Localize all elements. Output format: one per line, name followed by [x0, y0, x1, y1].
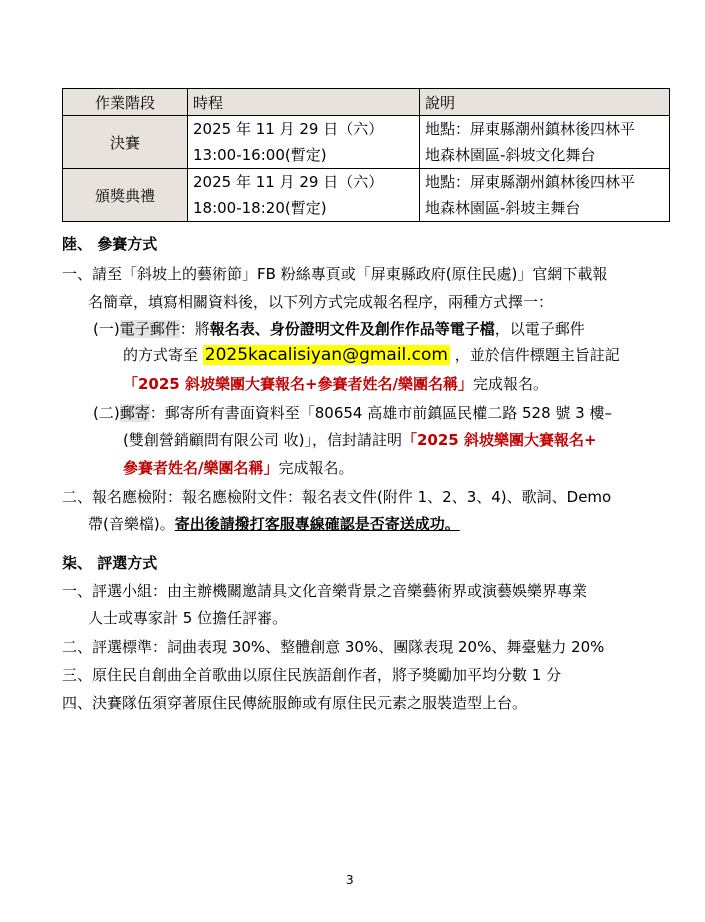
- section7-heading: 柒、 評選方式: [62, 554, 158, 572]
- sub1-line2-pre: 的方式寄至: [123, 346, 199, 364]
- row-time-date: 2025 年 11 月 29 日（六）: [193, 120, 384, 138]
- sub2-line1: [93, 402, 612, 423]
- sub2-line3-post: 完成報名。: [278, 459, 354, 477]
- page-number: 3: [346, 873, 354, 887]
- item2-confirm-note: 寄出後請撥打客服專線確認是否寄送成功。: [174, 515, 460, 533]
- sub1-label: 電子郵件: [119, 320, 180, 338]
- section6-heading: 陸、 參賽方式: [62, 235, 158, 253]
- sub1-line2: [123, 344, 620, 365]
- row-time-hours: 13:00-16:00(暫定): [193, 146, 327, 164]
- row-note: [420, 169, 670, 222]
- row-time: [188, 116, 420, 169]
- item2-line2-pre: 帶(音樂檔)。: [88, 515, 175, 533]
- table-header-row: [63, 89, 670, 116]
- row-note-line1: 地點：屏東縣潮州鎮林後四林平: [425, 173, 636, 191]
- row-time-hours: 18:00-18:20(暫定): [193, 199, 327, 217]
- sub1-line1: [93, 318, 585, 339]
- table-row: [63, 169, 670, 222]
- row-time: [188, 169, 420, 222]
- sub1-line3-post: 完成報名。: [473, 375, 549, 393]
- sub1-text1: ：將: [179, 320, 210, 338]
- table-row: [63, 116, 670, 169]
- row-stage: 決賽: [63, 116, 188, 169]
- sub1-line2-post: ，並於信件標題主旨註記: [454, 346, 620, 364]
- section7-item4: 四、決賽隊伍須穿著原住民傳統服飾或有原住民元素之服裝造型上台。: [62, 694, 528, 712]
- sub2-line2: [123, 429, 597, 450]
- section6-item1-line2: 名簡章，填寫相關資料後，以下列方式完成報名程序，兩種方式擇一：: [88, 293, 554, 311]
- section7-item1-line1: 一、評選小組：由主辦機關邀請具文化音樂背景之音樂藝術界或演藝娛樂界專業: [62, 582, 588, 600]
- section7-item2: 二、評選標準：詞曲表現 30%、整體創意 30%、團隊表現 20%、舞臺魅力 20%: [62, 638, 605, 656]
- row-note-line2: 地森林園區-斜坡主舞台: [425, 199, 581, 217]
- row-time-date: 2025 年 11 月 29 日（六）: [193, 173, 384, 191]
- sub1-text2: ，以電子郵件: [494, 320, 585, 338]
- row-note-line1: 地點：屏東縣潮州鎮林後四林平: [425, 120, 636, 138]
- header-time: 時程: [188, 89, 420, 116]
- sub2-line2-red: 「2025 斜坡樂團大賽報名+: [401, 431, 597, 449]
- sub2-line3-red: 參賽者姓名/樂團名稱」: [123, 459, 279, 477]
- row-note: [420, 116, 670, 169]
- sub1-marker: (一): [93, 320, 120, 338]
- header-stage: 作業階段: [63, 89, 188, 116]
- row-stage: 頒獎典禮: [63, 169, 188, 222]
- header-description: 說明: [420, 89, 670, 116]
- sub1-subject-red: 「2025 斜坡樂團大賽報名+參賽者姓名/樂團名稱」: [123, 375, 474, 393]
- sub2-label: 郵寄: [119, 404, 150, 422]
- sub2-line3: [123, 457, 354, 478]
- row-note-line2: 地森林園區-斜坡文化舞台: [425, 146, 596, 164]
- sub2-marker: (二): [93, 404, 120, 422]
- sub2-line1-text: ：郵寄所有書面資料至「80654 高雄市前鎮區民權二路 528 號 3 樓–: [149, 404, 612, 422]
- email-address[interactable]: 2025kacalisiyan@gmail.com: [204, 345, 448, 365]
- section6-item2-line2: [88, 513, 460, 534]
- section6-item2-line1: 二、報名應檢附：報名應檢附文件：報名表文件(附件 1、2、3、4)、歌詞、Demo: [62, 488, 612, 506]
- sub1-bold-docs: 報名表、身份證明文件及創作作品等電子檔: [209, 320, 495, 338]
- sub1-line3: [123, 373, 548, 394]
- sub2-line2-text: (雙創營銷顧問有限公司 收)」，信封請註明: [123, 431, 402, 449]
- section6-item1-line1: 一、請至「斜坡上的藝術節」FB 粉絲專頁或「屏東縣政府(原住民處)」官網下載報: [62, 265, 608, 283]
- section7-item3: 三、原住民自創曲全首歌曲以原住民族語創作者，將予獎勵加平均分數 1 分: [62, 666, 562, 684]
- section7-item1-line2: 人士或專家計 5 位擔任評審。: [88, 609, 288, 627]
- schedule-table: [62, 88, 670, 222]
